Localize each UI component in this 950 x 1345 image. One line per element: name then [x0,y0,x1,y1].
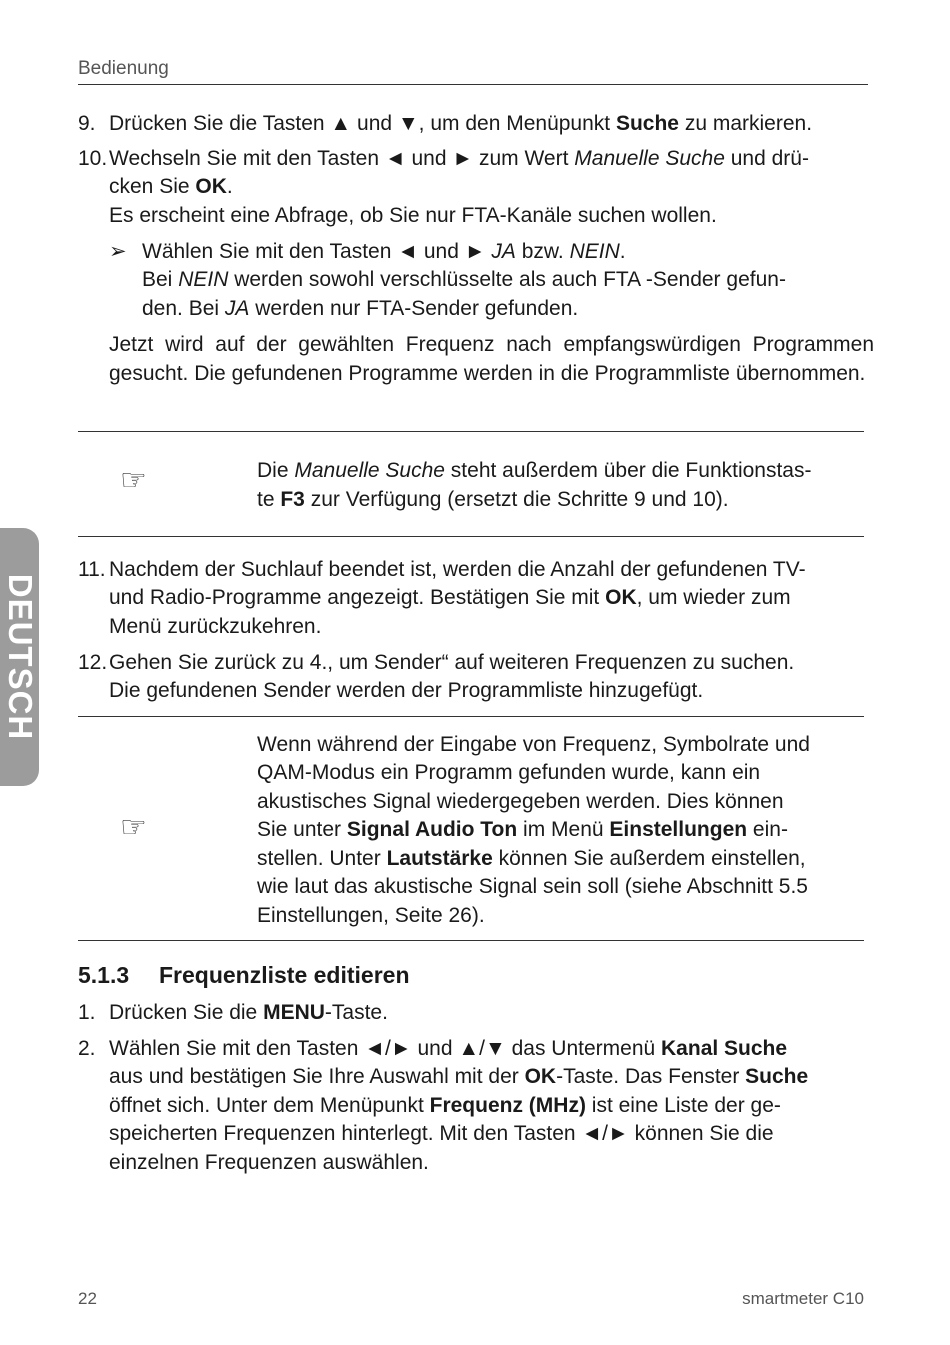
section-number: 5.1.3 [78,962,130,988]
step-text: Gehen Sie zurück zu 4., um Sender“ auf weiteren Frequenzen zu suchen. [109,651,795,674]
note-rule [78,536,864,537]
step-text: und Radio-Programme angezeigt. Bestätigen Sie mit OK, um wieder zum [109,586,791,609]
step-text: Menü zurückzukehren. [109,615,322,638]
bullet-arrow-icon: ➢ [109,240,127,263]
step-number: 10. [78,147,108,170]
note-text: Einstellungen, Seite 26). [257,904,485,927]
step-text: Die gefundenen Sender werden der Programmliste hinzugefügt. [109,679,704,702]
step-text: einzelnen Frequenzen auswählen. [109,1151,429,1174]
section-title: Frequenzliste editieren [159,962,410,988]
step-text: Drücken Sie die MENU-Taste. [109,1001,388,1024]
pointing-hand-icon: ☞ [120,464,147,497]
note-rule [78,716,864,717]
note-text: QAM-Modus ein Programm gefunden wurde, kann ein [257,761,761,784]
header-rule [78,84,868,85]
step-number: 1. [78,1001,96,1024]
pointing-hand-icon: ☞ [120,811,147,844]
page-number: 22 [78,1289,97,1308]
body-paragraph: Jetzt wird auf der gewählten Frequenz nach empfangswürdigen Programmen gesucht. Die gefundenen Programme werden in die Programmliste übernommen. [109,333,874,385]
step-number: 12. [78,651,108,674]
note-text: wie laut das akustische Signal sein soll (siehe Abschnitt 5.5 [257,875,808,898]
note-text: Sie unter Signal Audio Ton im Menü Einstellungen ein- [257,818,788,841]
step-number: 9. [78,112,96,135]
step-text: Drücken Sie die Tasten ▲ und ▼, um den Menüpunkt Suche zu markieren. [109,112,813,135]
step-number: 11. [78,558,106,581]
language-tab [0,528,39,786]
step-number: 2. [78,1037,96,1060]
note-text: stellen. Unter Lautstärke können Sie außerdem einstellen, [257,847,806,870]
step-text: Wechseln Sie mit den Tasten ◄ und ► zum Wert Manuelle Suche und drü- [109,147,809,170]
step-text: speicherten Frequenzen hinterlegt. Mit den Tasten ◄/► können Sie die [109,1122,774,1145]
step-text: Es erscheint eine Abfrage, ob Sie nur FTA-Kanäle suchen wollen. [109,204,717,227]
step-text: Wählen Sie mit den Tasten ◄/► und ▲/▼ das Untermenü Kanal Suche [109,1037,788,1060]
note-text: te F3 zur Verfügung (ersetzt die Schritte 9 und 10). [257,488,729,511]
note-text: Die Manuelle Suche steht außerdem über die Funktionstas- [257,459,812,482]
step-text: cken Sie OK. [109,175,233,198]
language-tab-label: DEUTSCH [1,573,39,741]
step-text: Nachdem der Suchlauf beendet ist, werden die Anzahl der gefundenen TV- [109,558,806,581]
bullet-text: Bei NEIN werden sowohl verschlüsselte als auch FTA -Sender gefun- [142,268,786,291]
bullet-text: Wählen Sie mit den Tasten ◄ und ► JA bzw. NEIN. [142,240,626,263]
note-rule [78,431,864,432]
note-text: Wenn während der Eingabe von Frequenz, Symbolrate und [257,733,810,756]
running-header: Bedienung [78,58,169,79]
product-name: smartmeter C10 [742,1289,864,1308]
note-text: akustisches Signal wiedergegeben werden. Dies können [257,790,784,813]
step-text: öffnet sich. Unter dem Menüpunkt Frequenz (MHz) ist eine Liste der ge- [109,1094,781,1117]
step-text: aus und bestätigen Sie Ihre Auswahl mit der OK-Taste. Das Fenster Suche [109,1065,809,1088]
note-rule [78,940,864,941]
bullet-text: den. Bei JA werden nur FTA-Sender gefunden. [142,297,579,320]
